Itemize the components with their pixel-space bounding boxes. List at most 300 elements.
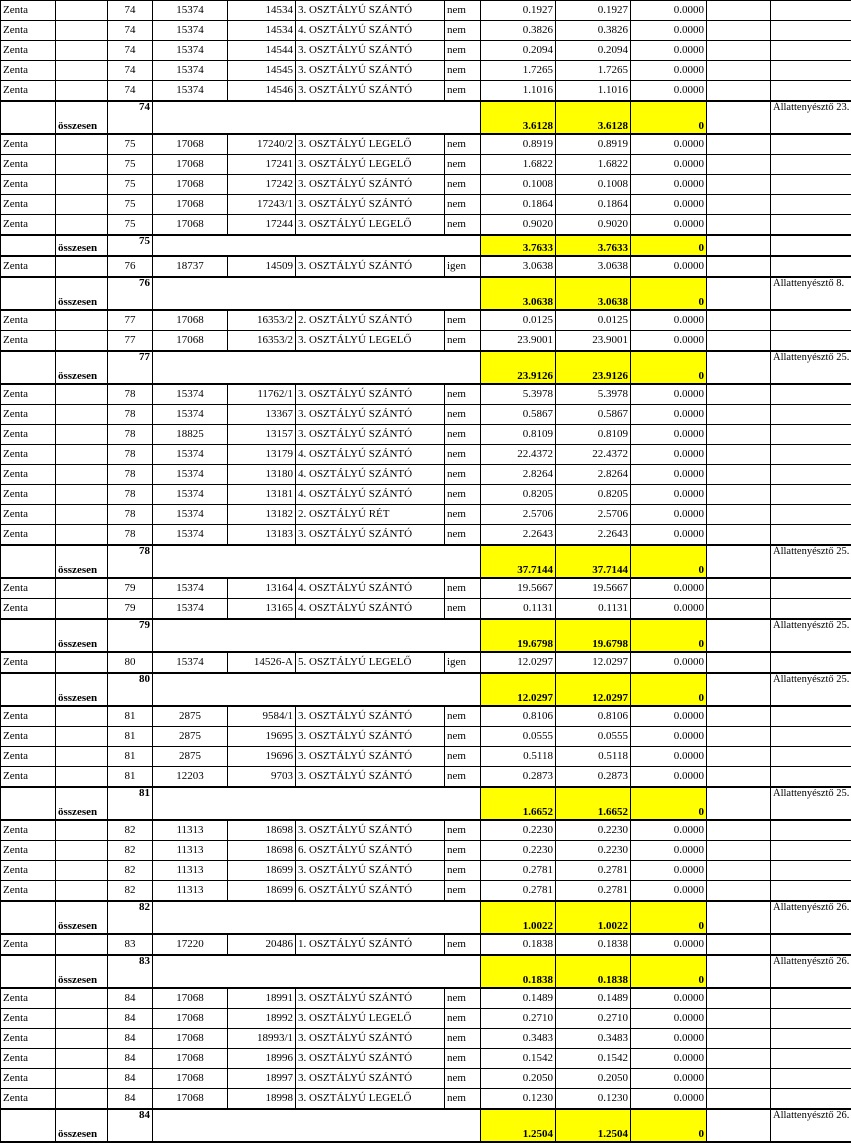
area-cell: 0.1542 [481, 1049, 556, 1069]
land-class-cell: 3. OSZTÁLYÚ SZÁNTÓ [296, 425, 445, 445]
area-cell: 22.4372 [481, 445, 556, 465]
blank-cell [56, 599, 108, 620]
subtotal-area-cell: 1.2504 [556, 1109, 631, 1142]
town-cell: Zenta [1, 861, 56, 881]
blank-cell [707, 134, 771, 155]
registry-cell: 17068 [153, 988, 228, 1009]
land-class-cell: 3. OSZTÁLYÚ SZÁNTÓ [296, 706, 445, 727]
blank-cell [56, 445, 108, 465]
registry-cell: 15374 [153, 505, 228, 525]
blank-cell [56, 861, 108, 881]
group-cell: 84 [108, 1009, 153, 1029]
blank-cell [771, 881, 851, 902]
blank-cell [153, 901, 481, 934]
area-cell: 1.1016 [556, 81, 631, 102]
blank-cell [56, 425, 108, 445]
blank-cell [771, 1089, 851, 1110]
area-cell: 19.5667 [481, 578, 556, 599]
table-row [1, 599, 851, 620]
zero-cell: 0.0000 [631, 767, 707, 788]
registry-cell: 15374 [153, 525, 228, 546]
blank-cell [771, 215, 851, 236]
blank-cell [153, 545, 481, 578]
flag-cell: nem [445, 861, 481, 881]
blank-cell [771, 425, 851, 445]
blank-cell [707, 351, 771, 384]
table-row [1, 41, 851, 61]
town-cell: Zenta [1, 1029, 56, 1049]
group-cell: 78 [108, 425, 153, 445]
subtotal-zero-cell: 0 [631, 101, 707, 134]
flag-cell: nem [445, 1049, 481, 1069]
blank-cell [56, 841, 108, 861]
subtotal-zero-cell: 0 [631, 619, 707, 652]
registry-cell: 17068 [153, 1069, 228, 1089]
group-cell: 84 [108, 1049, 153, 1069]
table-row [1, 1069, 851, 1089]
group-cell: 76 [108, 277, 153, 310]
group-cell: 78 [108, 485, 153, 505]
subtotal-label: összesen [56, 277, 108, 310]
parcel-cell: 9703 [228, 767, 296, 788]
subtotal-area-cell: 3.7633 [481, 235, 556, 256]
group-cell: 78 [108, 384, 153, 405]
group-cell: 78 [108, 445, 153, 465]
flag-cell: igen [445, 652, 481, 673]
zero-cell: 0.0000 [631, 505, 707, 525]
blank-cell [707, 841, 771, 861]
blank-cell [771, 505, 851, 525]
land-class-cell: 3. OSZTÁLYÚ SZÁNTÓ [296, 727, 445, 747]
area-cell: 0.2781 [556, 881, 631, 902]
area-cell: 0.1864 [556, 195, 631, 215]
area-cell: 0.5118 [556, 747, 631, 767]
town-cell: Zenta [1, 1069, 56, 1089]
blank-cell [707, 505, 771, 525]
parcel-cell: 14544 [228, 41, 296, 61]
blank-cell [56, 195, 108, 215]
blank-cell [153, 787, 481, 820]
registry-cell: 17068 [153, 175, 228, 195]
blank-cell [707, 747, 771, 767]
group-cell: 74 [108, 61, 153, 81]
town-cell: Zenta [1, 881, 56, 902]
area-cell: 2.8264 [481, 465, 556, 485]
zero-cell: 0.0000 [631, 1049, 707, 1069]
area-cell: 0.1864 [481, 195, 556, 215]
note-cell: Állattenyésztő 25. [771, 545, 851, 578]
flag-cell: nem [445, 1029, 481, 1049]
land-class-cell: 6. OSZTÁLYÚ SZÁNTÓ [296, 841, 445, 861]
town-cell: Zenta [1, 1, 56, 21]
blank-cell [707, 934, 771, 955]
blank-cell [56, 134, 108, 155]
blank-cell [56, 727, 108, 747]
subtotal-area-cell: 1.0022 [481, 901, 556, 934]
blank-cell [56, 767, 108, 788]
area-cell: 0.1838 [556, 934, 631, 955]
parcel-cell: 18699 [228, 881, 296, 902]
area-cell: 2.5706 [556, 505, 631, 525]
subtotal-row [1, 101, 851, 134]
area-cell: 0.2781 [481, 881, 556, 902]
zero-cell: 0.0000 [631, 727, 707, 747]
blank-cell [56, 310, 108, 331]
subtotal-area-cell: 37.7144 [481, 545, 556, 578]
subtotal-row [1, 901, 851, 934]
blank-cell [1, 673, 56, 706]
subtotal-area-cell: 37.7144 [556, 545, 631, 578]
area-cell: 0.0125 [481, 310, 556, 331]
flag-cell: nem [445, 767, 481, 788]
blank-cell [771, 841, 851, 861]
area-cell: 0.1927 [556, 1, 631, 21]
parcel-cell: 13181 [228, 485, 296, 505]
subtotal-area-cell: 1.6652 [481, 787, 556, 820]
registry-cell: 18825 [153, 425, 228, 445]
blank-cell [56, 1089, 108, 1110]
town-cell: Zenta [1, 727, 56, 747]
group-cell: 81 [108, 727, 153, 747]
flag-cell: nem [445, 425, 481, 445]
subtotal-zero-cell: 0 [631, 1109, 707, 1142]
zero-cell: 0.0000 [631, 331, 707, 352]
blank-cell [56, 41, 108, 61]
town-cell: Zenta [1, 256, 56, 277]
blank-cell [707, 787, 771, 820]
blank-cell [56, 175, 108, 195]
flag-cell: nem [445, 465, 481, 485]
area-cell: 2.8264 [556, 465, 631, 485]
zero-cell: 0.0000 [631, 485, 707, 505]
blank-cell [771, 384, 851, 405]
blank-cell [153, 955, 481, 988]
blank-cell [707, 41, 771, 61]
registry-cell: 17068 [153, 1009, 228, 1029]
blank-cell [707, 384, 771, 405]
town-cell: Zenta [1, 578, 56, 599]
blank-cell [771, 41, 851, 61]
blank-cell [153, 673, 481, 706]
subtotal-area-cell: 19.6798 [481, 619, 556, 652]
blank-cell [707, 706, 771, 727]
town-cell: Zenta [1, 384, 56, 405]
area-cell: 0.5118 [481, 747, 556, 767]
zero-cell: 0.0000 [631, 525, 707, 546]
group-cell: 74 [108, 1, 153, 21]
table-row [1, 1029, 851, 1049]
zero-cell: 0.0000 [631, 155, 707, 175]
flag-cell: nem [445, 1, 481, 21]
flag-cell: nem [445, 61, 481, 81]
group-cell: 82 [108, 901, 153, 934]
area-cell: 0.1489 [481, 988, 556, 1009]
area-cell: 1.1016 [481, 81, 556, 102]
parcel-cell: 13157 [228, 425, 296, 445]
blank-cell [707, 235, 771, 256]
parcel-cell: 17240/2 [228, 134, 296, 155]
table-row [1, 881, 851, 902]
registry-cell: 15374 [153, 81, 228, 102]
land-class-cell: 4. OSZTÁLYÚ SZÁNTÓ [296, 21, 445, 41]
town-cell: Zenta [1, 155, 56, 175]
subtotal-row [1, 1109, 851, 1142]
blank-cell [771, 525, 851, 546]
land-class-cell: 1. OSZTÁLYÚ SZÁNTÓ [296, 934, 445, 955]
group-cell: 83 [108, 934, 153, 955]
group-cell: 82 [108, 861, 153, 881]
table-row [1, 310, 851, 331]
blank-cell [771, 1029, 851, 1049]
flag-cell: nem [445, 988, 481, 1009]
blank-cell [1, 787, 56, 820]
table-row [1, 1049, 851, 1069]
area-cell: 1.6822 [556, 155, 631, 175]
group-cell: 82 [108, 841, 153, 861]
subtotal-area-cell: 1.0022 [556, 901, 631, 934]
note-cell: Állattenyésztő 25. [771, 787, 851, 820]
area-cell: 0.2230 [556, 820, 631, 841]
flag-cell: nem [445, 41, 481, 61]
area-cell: 3.0638 [481, 256, 556, 277]
table-row [1, 861, 851, 881]
registry-cell: 11313 [153, 861, 228, 881]
land-class-cell: 3. OSZTÁLYÚ SZÁNTÓ [296, 525, 445, 546]
group-cell: 76 [108, 256, 153, 277]
zero-cell: 0.0000 [631, 256, 707, 277]
table-row [1, 747, 851, 767]
table-row [1, 1, 851, 21]
zero-cell: 0.0000 [631, 215, 707, 236]
registry-cell: 17068 [153, 155, 228, 175]
blank-cell [56, 1029, 108, 1049]
blank-cell [707, 1089, 771, 1110]
blank-cell [1, 277, 56, 310]
area-cell: 23.9001 [556, 331, 631, 352]
area-cell: 2.2643 [481, 525, 556, 546]
parcel-cell: 13164 [228, 578, 296, 599]
parcel-cell: 16353/2 [228, 310, 296, 331]
blank-cell [56, 331, 108, 352]
zero-cell: 0.0000 [631, 652, 707, 673]
registry-cell: 15374 [153, 485, 228, 505]
area-cell: 0.9020 [556, 215, 631, 236]
land-class-cell: 3. OSZTÁLYÚ SZÁNTÓ [296, 405, 445, 425]
group-cell: 80 [108, 652, 153, 673]
area-cell: 22.4372 [556, 445, 631, 465]
town-cell: Zenta [1, 1049, 56, 1069]
town-cell: Zenta [1, 505, 56, 525]
blank-cell [707, 881, 771, 902]
area-cell: 0.8919 [556, 134, 631, 155]
area-cell: 0.2873 [556, 767, 631, 788]
table-row [1, 767, 851, 788]
zero-cell: 0.0000 [631, 578, 707, 599]
zero-cell: 0.0000 [631, 175, 707, 195]
table-row [1, 134, 851, 155]
group-cell: 77 [108, 331, 153, 352]
area-cell: 0.1131 [556, 599, 631, 620]
group-cell: 75 [108, 235, 153, 256]
zero-cell: 0.0000 [631, 21, 707, 41]
blank-cell [707, 545, 771, 578]
land-class-cell: 3. OSZTÁLYÚ SZÁNTÓ [296, 195, 445, 215]
registry-cell: 17220 [153, 934, 228, 955]
town-cell: Zenta [1, 747, 56, 767]
blank-cell [56, 1009, 108, 1029]
subtotal-label: összesen [56, 101, 108, 134]
registry-cell: 15374 [153, 405, 228, 425]
zero-cell: 0.0000 [631, 445, 707, 465]
subtotal-label: összesen [56, 545, 108, 578]
town-cell: Zenta [1, 485, 56, 505]
blank-cell [1, 545, 56, 578]
land-class-cell: 4. OSZTÁLYÚ SZÁNTÓ [296, 465, 445, 485]
land-class-cell: 3. OSZTÁLYÚ LEGELŐ [296, 1089, 445, 1110]
group-cell: 83 [108, 955, 153, 988]
flag-cell: nem [445, 525, 481, 546]
note-cell: Állattenyésztő 25. [771, 619, 851, 652]
blank-cell [56, 820, 108, 841]
blank-cell [707, 901, 771, 934]
blank-cell [707, 599, 771, 620]
area-cell: 5.3978 [481, 384, 556, 405]
blank-cell [771, 445, 851, 465]
registry-cell: 11313 [153, 820, 228, 841]
land-class-cell: 3. OSZTÁLYÚ LEGELŐ [296, 155, 445, 175]
blank-cell [707, 652, 771, 673]
blank-cell [1, 955, 56, 988]
registry-cell: 15374 [153, 41, 228, 61]
town-cell: Zenta [1, 425, 56, 445]
land-class-cell: 5. OSZTÁLYÚ LEGELŐ [296, 652, 445, 673]
area-cell: 0.2873 [481, 767, 556, 788]
area-cell: 2.2643 [556, 525, 631, 546]
blank-cell [707, 988, 771, 1009]
group-cell: 75 [108, 134, 153, 155]
blank-cell [707, 425, 771, 445]
table-row [1, 425, 851, 445]
zero-cell: 0.0000 [631, 310, 707, 331]
registry-cell: 15374 [153, 61, 228, 81]
area-cell: 0.2050 [481, 1069, 556, 1089]
parcel-cell: 18996 [228, 1049, 296, 1069]
blank-cell [707, 1, 771, 21]
blank-cell [56, 81, 108, 102]
flag-cell: nem [445, 706, 481, 727]
blank-cell [153, 277, 481, 310]
parcel-cell: 14534 [228, 1, 296, 21]
flag-cell: nem [445, 505, 481, 525]
zero-cell: 0.0000 [631, 1029, 707, 1049]
registry-cell: 15374 [153, 652, 228, 673]
group-cell: 81 [108, 767, 153, 788]
flag-cell: nem [445, 21, 481, 41]
town-cell: Zenta [1, 175, 56, 195]
group-cell: 78 [108, 545, 153, 578]
blank-cell [771, 310, 851, 331]
group-cell: 84 [108, 988, 153, 1009]
area-cell: 0.1230 [556, 1089, 631, 1110]
area-cell: 12.0297 [481, 652, 556, 673]
subtotal-row [1, 619, 851, 652]
area-cell: 0.2230 [481, 820, 556, 841]
subtotal-area-cell: 3.0638 [556, 277, 631, 310]
blank-cell [771, 175, 851, 195]
flag-cell: nem [445, 934, 481, 955]
parcel-cell: 13367 [228, 405, 296, 425]
town-cell: Zenta [1, 934, 56, 955]
blank-cell [707, 820, 771, 841]
flag-cell: nem [445, 175, 481, 195]
table-row [1, 175, 851, 195]
subtotal-zero-cell: 0 [631, 277, 707, 310]
blank-cell [771, 861, 851, 881]
blank-cell [771, 485, 851, 505]
parcel-cell: 14534 [228, 21, 296, 41]
land-class-cell: 6. OSZTÁLYÚ SZÁNTÓ [296, 881, 445, 902]
group-cell: 82 [108, 881, 153, 902]
table-row [1, 445, 851, 465]
table-row [1, 485, 851, 505]
blank-cell [707, 861, 771, 881]
zero-cell: 0.0000 [631, 405, 707, 425]
note-cell: Állattenyésztő 26. [771, 901, 851, 934]
blank-cell [707, 1069, 771, 1089]
parcel-cell: 17242 [228, 175, 296, 195]
land-class-cell: 3. OSZTÁLYÚ SZÁNTÓ [296, 1069, 445, 1089]
town-cell: Zenta [1, 525, 56, 546]
flag-cell: nem [445, 81, 481, 102]
blank-cell [707, 525, 771, 546]
zero-cell: 0.0000 [631, 134, 707, 155]
area-cell: 0.8919 [481, 134, 556, 155]
blank-cell [707, 61, 771, 81]
zero-cell: 0.0000 [631, 1, 707, 21]
group-cell: 79 [108, 578, 153, 599]
blank-cell [771, 81, 851, 102]
blank-cell [771, 988, 851, 1009]
subtotal-label: összesen [56, 673, 108, 706]
town-cell: Zenta [1, 310, 56, 331]
subtotal-row [1, 787, 851, 820]
zero-cell: 0.0000 [631, 61, 707, 81]
flag-cell: nem [445, 727, 481, 747]
parcel-cell: 11762/1 [228, 384, 296, 405]
flag-cell: nem [445, 331, 481, 352]
land-class-cell: 3. OSZTÁLYÚ SZÁNTÓ [296, 1029, 445, 1049]
land-class-cell: 3. OSZTÁLYÚ SZÁNTÓ [296, 175, 445, 195]
flag-cell: nem [445, 445, 481, 465]
registry-cell: 17068 [153, 195, 228, 215]
registry-cell: 15374 [153, 21, 228, 41]
parcel-cell: 9584/1 [228, 706, 296, 727]
blank-cell [707, 445, 771, 465]
area-cell: 0.8109 [556, 425, 631, 445]
blank-cell [153, 235, 481, 256]
blank-cell [771, 21, 851, 41]
parcel-cell: 18993/1 [228, 1029, 296, 1049]
blank-cell [771, 331, 851, 352]
group-cell: 78 [108, 505, 153, 525]
table-row [1, 155, 851, 175]
land-class-cell: 3. OSZTÁLYÚ SZÁNTÓ [296, 767, 445, 788]
blank-cell [707, 1009, 771, 1029]
blank-cell [771, 747, 851, 767]
parcel-cell: 16353/2 [228, 331, 296, 352]
blank-cell [771, 465, 851, 485]
subtotal-row [1, 545, 851, 578]
